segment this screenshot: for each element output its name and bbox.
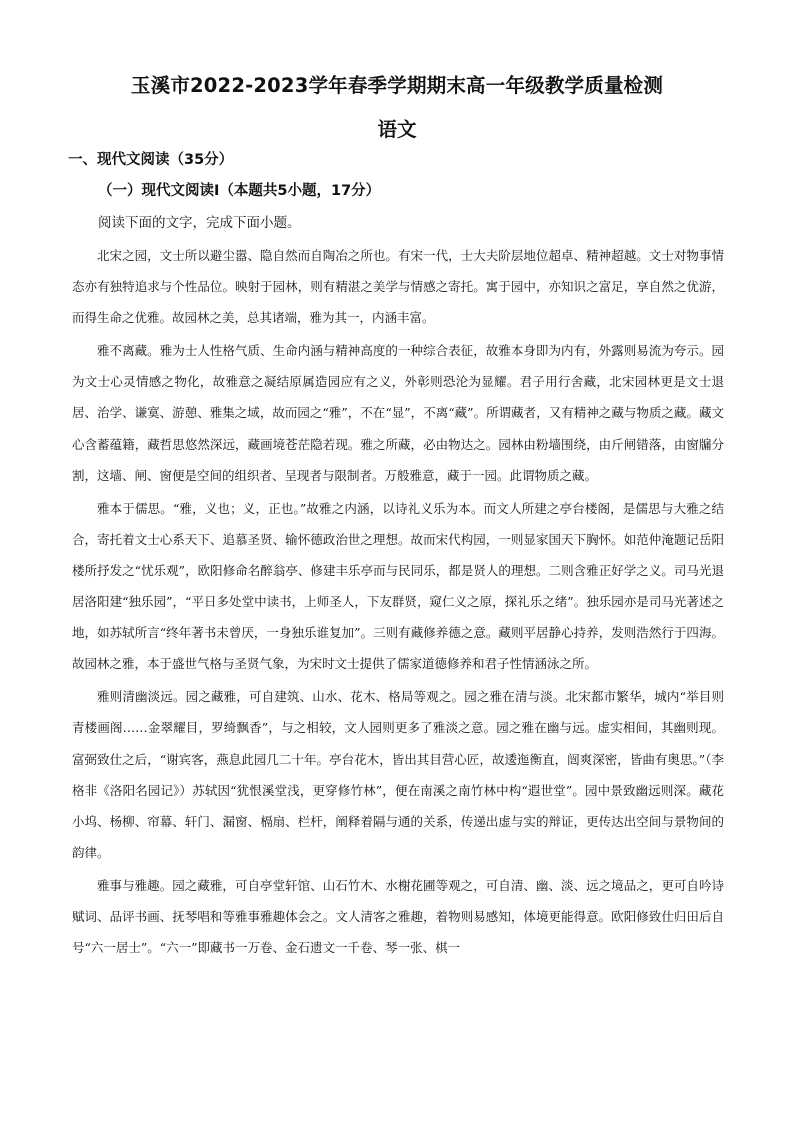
reading-instruction: 阅读下面的文字，完成下面小题。 xyxy=(98,215,301,231)
reading-passage xyxy=(72,240,724,963)
subsection-heading: （一）现代文阅读Ⅰ（本题共5小题，17分） xyxy=(98,183,381,199)
section-heading: 一、现代文阅读（35分） xyxy=(68,152,234,168)
passage-paragraph-1: 北宋之园，文士所以避尘嚣、隐自然而自陶冶之所也。有宋一代，士大夫阶层地位超卓、精神超越。文士对物事情态亦有独特追求与个性品位。映射于园林，则有精湛之美学与情感之寄托。寓于园中，亦知识之富足，享自然之优游，而得生命之优雅。故园林之美，总其诸端，雅为其一，内涵丰富。 xyxy=(72,248,724,326)
passage-paragraph-2: 雅不离藏。雅为士人性格气质、生命内涵与精神高度的一种综合表征，故雅本身即为内有，外露则易流为夸示。园为文士心灵情感之物化，故雅意之凝结原属造园应有之义，外彰则恐沦为显耀。君子用行舍藏，北宋园林更是文士退居、治学、谦寞、游憩、雅集之域，故而园之“雅”，不在“显”，不离“藏”。所谓藏者，又有精神之藏与物质之藏。藏文心含蓄蕴籍，藏哲思悠然深远，藏画境苍茫隐若现。雅之所藏，必由物达之。园林由粉墙围绕，由斤闸错落，由窗牖分割，这墙、闸、窗便是空间的组织者、呈现者与限制者。万般雅意，藏于一园。此谓物质之藏。 xyxy=(72,343,724,483)
passage-paragraph-3: 雅本于儒思。“雅，义也；义，正也。”故雅之内涵，以诗礼义乐为本。而文人所建之亭台楼阁，是儒思与大雅之结合，寄托着文士心系天下、追慕圣贤、输怀德政治世之理想。故而宋代构园，一则显家国天下胸怀。如范仲淹题记岳阳楼所抒发之“忧乐观”，欧阳修命名醉翁亭、修建丰乐亭而与民同乐，都是贤人的理想。二则含雅正好学之义。司马光退居洛阳建“独乐园”，“平日多处堂中读书，上师圣人，下友群贤，窥仁义之原，探礼乐之绪”。独乐园亦是司马光著述之地，如苏轼所言“终年著书未曾厌，一身独乐谁复加”。三则有藏修养德之意。藏则平居静心持养，发则浩然行于四海。故园林之雅，本于盛世气格与圣贤气象，为宋时文士提供了儒家道德修养和君子性情涵泳之所。 xyxy=(72,500,724,672)
page-title: 玉溪市2022-2023学年春季学期期末高一年级教学质量检测 xyxy=(130,74,664,97)
passage-paragraph-5: 雅事与雅趣。园之藏雅，可自亭堂轩馆、山石竹木、水榭花圃等观之，可自清、幽、淡、远之境品之，更可自吟诗赋词、品评书画、抚琴唱和等雅事雅趣体会之。文人清客之雅趣，着物则易感知，体境更能得意。欧阳修致仕归田后自号“六一居士”。“六一”即藏书一万卷、金石遗文一千卷、琴一张、棋一 xyxy=(72,877,724,956)
subject-title: 语文 xyxy=(377,118,417,141)
passage-paragraph-4: 雅则清幽淡远。园之藏雅，可自建筑、山水、花木、格局等观之。园之雅在清与淡。北宋都市繁华，城内“举目则青楼画阁……金翠耀目，罗绮飘香”，与之相较，文人园则更多了雅淡之意。园之雅在幽与远。虚实相间，其幽则现。富弼致仕之后，“谢宾客，燕息此园几二十年。亭台花木，皆出其目营心匠，故逶迤衡直，闿爽深密，皆曲有奥思。”（李格非《洛阳名园记》）苏轼因“犹恨溪堂浅，更穿修竹林”，便在南溪之南竹林中构“遐世堂”。园中景致幽远则深。藏花小坞、杨柳、帘幕、轩门、漏窗、槅扇、栏杆，阐释着隔与通的关系，传递出虚与实的辩证，更传达出空间与景物间的韵律。 xyxy=(72,689,724,860)
